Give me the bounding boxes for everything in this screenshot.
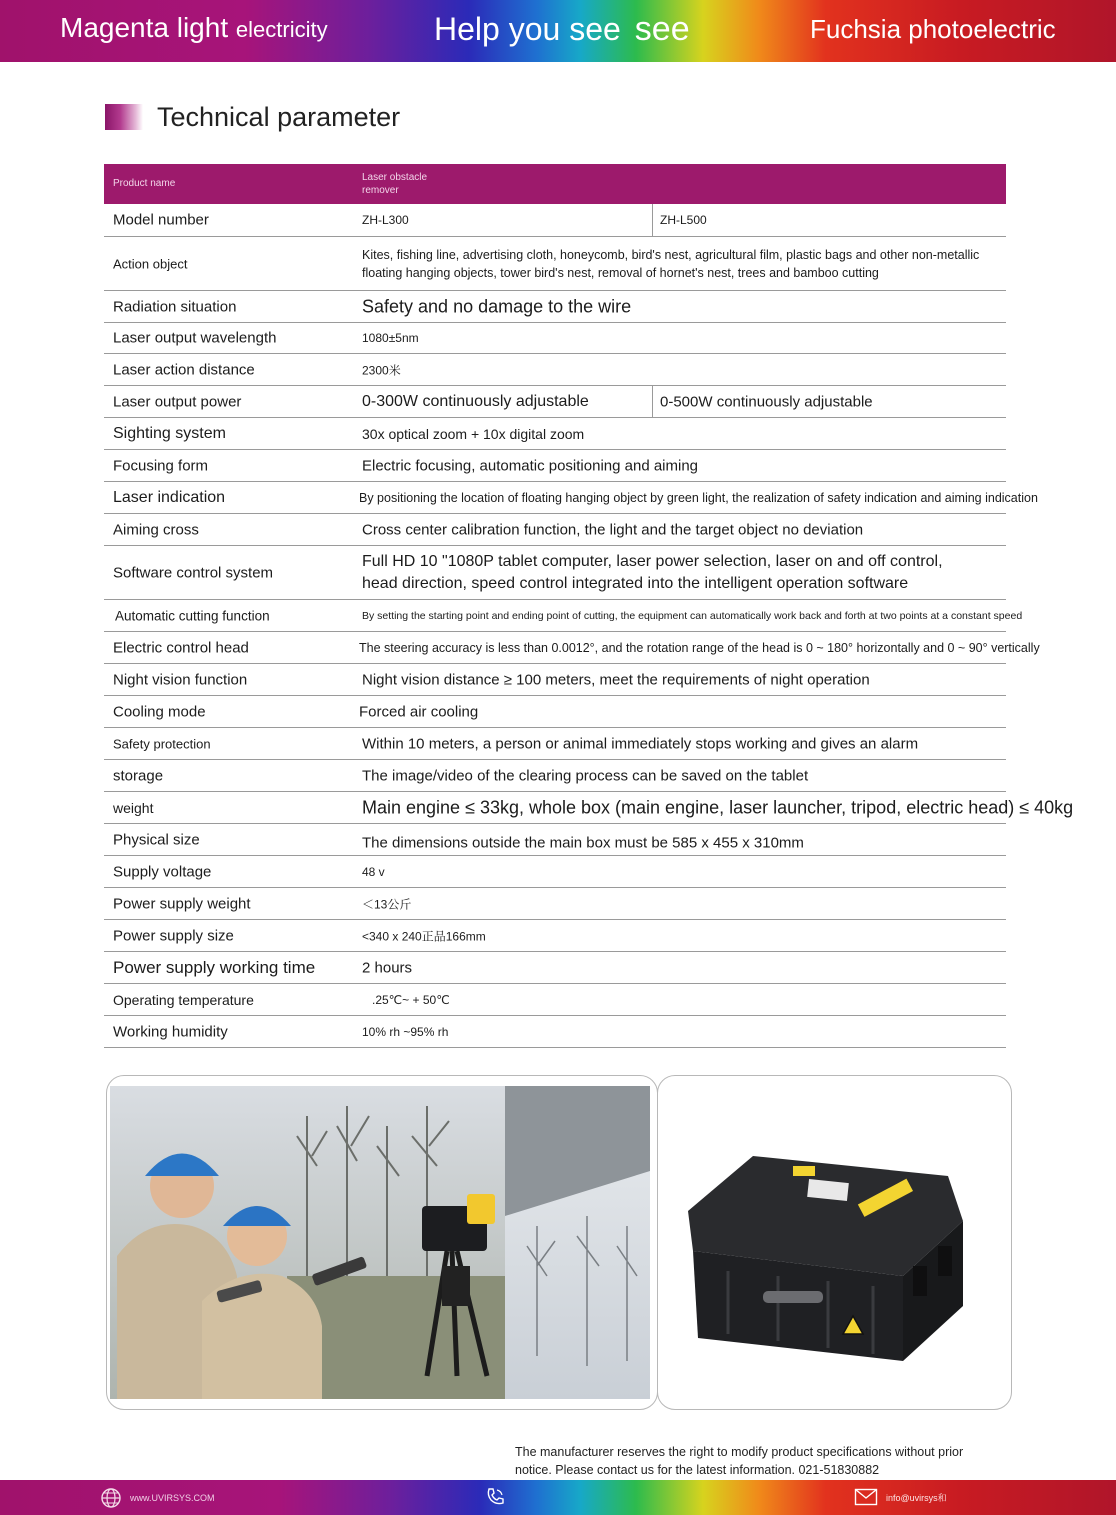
row-label: Laser indication xyxy=(113,488,226,506)
disclaimer-text: The manufacturer reserves the right to modify product specifications without prior notice. Please contact us for the latest information. 021-51830882 xyxy=(515,1445,964,1477)
row-label: Electric control head xyxy=(113,639,249,656)
phone-button[interactable] xyxy=(484,1486,506,1513)
row-label: Supply voltage xyxy=(113,863,212,880)
row-label: Cooling mode xyxy=(113,703,206,720)
table-row xyxy=(104,291,1006,323)
row-label: weight xyxy=(113,799,154,816)
section-heading xyxy=(105,100,400,134)
table-row xyxy=(104,728,1006,760)
row-value: Night vision distance ≥ 100 meters, meet the requirements of night operation xyxy=(362,671,870,688)
row-value: Forced air cooling xyxy=(359,703,479,720)
row-label: Physical size xyxy=(113,831,200,848)
top-banner xyxy=(0,0,1116,62)
footer-bar xyxy=(0,1480,1116,1515)
row-label: Software control system xyxy=(113,564,274,581)
row-label: Radiation situation xyxy=(113,298,237,315)
slogan xyxy=(434,10,690,49)
row-label: Aiming cross xyxy=(113,521,199,538)
email-text: info@uvirsys和 xyxy=(886,1492,947,1503)
row-label: Night vision function xyxy=(113,671,248,688)
brand-title xyxy=(60,12,328,44)
brand-main: Magenta light xyxy=(60,12,229,43)
table-row xyxy=(104,760,1006,792)
table-row xyxy=(104,323,1006,354)
row-label: Action object xyxy=(113,256,188,271)
table-row xyxy=(104,888,1006,920)
row-label: Power supply working time xyxy=(113,957,316,977)
table-row xyxy=(104,792,1074,824)
row-value: The dimensions outside the main box must be 585 x 455 x 310mm xyxy=(362,834,804,851)
table-row xyxy=(104,856,1006,888)
row-value: 2 hours xyxy=(362,959,413,976)
mail-icon xyxy=(854,1488,878,1506)
row-label: Safety protection xyxy=(113,736,211,751)
table-row xyxy=(104,482,1038,514)
row-value: The steering accuracy is less than 0.0012°, and the rotation range of the head is 0 ~ 180° horizontally and 0 ~ 90° vertically xyxy=(359,640,1040,655)
website-text: www.UVIRSYS.COM xyxy=(130,1493,215,1503)
company-name: Fuchsia photoelectric xyxy=(810,14,1056,44)
row-value: Main engine ≤ 33kg, whole box (main engine, laser launcher, tripod, electric head) ≤ 40kg xyxy=(362,797,1074,817)
row-value-2: ZH-L500 xyxy=(660,213,707,227)
row-label: Sighting system xyxy=(113,424,226,442)
field-operation-photo xyxy=(106,1075,658,1410)
row-value: 2300米 xyxy=(362,363,401,377)
row-value-2: 0-500W continuously adjustable xyxy=(660,393,873,410)
row-value: Kites, fishing line, advertising cloth, honeycomb, bird's nest, agricultural film, plastic bags and other non-metallic floating hanging objects, tower bird's nest, removal of hornet's nest, trees and bamboo cutting xyxy=(362,247,980,280)
slogan-big: see xyxy=(634,10,690,48)
globe-icon xyxy=(100,1487,122,1509)
table-row xyxy=(104,386,1006,418)
spec-table-header xyxy=(104,164,1006,204)
row-value: Within 10 meters, a person or animal immediately stops working and gives an alarm xyxy=(362,735,919,752)
row-value: ZH-L300 xyxy=(362,213,409,227)
row-label: Model number xyxy=(113,211,209,229)
row-value: <340 x 240正品166mm xyxy=(362,929,486,943)
table-row xyxy=(104,632,1040,664)
table-row xyxy=(104,696,1006,728)
table-row xyxy=(104,354,1006,386)
header-value: Laser obstacle remover xyxy=(362,172,428,196)
table-row xyxy=(104,824,1006,856)
row-value: 48 v xyxy=(362,864,385,879)
carry-case-illustration xyxy=(658,1076,1011,1409)
table-row xyxy=(104,204,1006,237)
row-value: Cross center calibration function, the light and the target object no deviation xyxy=(362,521,864,538)
row-value: By positioning the location of floating hanging object by green light, the realization of safety indication and aiming indication xyxy=(359,490,1038,505)
row-label: Automatic cutting function xyxy=(115,608,270,623)
row-value: Electric focusing, automatic positioning and aiming xyxy=(362,457,699,474)
slogan-text: Help you see xyxy=(434,11,621,47)
row-label: Focusing form xyxy=(113,457,209,474)
website-link[interactable] xyxy=(100,1487,215,1509)
section-title: Technical parameter xyxy=(157,101,401,132)
row-value: .25℃~ + 50℃ xyxy=(372,992,450,1007)
spec-table xyxy=(104,164,1074,1048)
row-value: Safety and no damage to the wire xyxy=(362,296,632,316)
table-row xyxy=(104,546,1006,600)
row-value: 30x optical zoom + 10x digital zoom xyxy=(362,425,585,442)
header-label: Product name xyxy=(113,178,176,189)
row-value: By setting the starting point and ending point of cutting, the equipment can automatically work back and forth at two points at a constant speed xyxy=(362,609,1023,622)
row-label: Power supply weight xyxy=(113,895,251,912)
row-value: The image/video of the clearing process can be saved on the tablet xyxy=(362,767,809,784)
row-label: Power supply size xyxy=(113,927,234,944)
table-row xyxy=(104,952,1006,984)
table-row xyxy=(104,664,1006,696)
row-value: 0-300W continuously adjustable xyxy=(362,392,589,410)
row-label: storage xyxy=(113,767,164,784)
table-row xyxy=(104,920,1006,952)
column-divider xyxy=(652,204,653,236)
carry-case-photo xyxy=(657,1075,1012,1410)
row-value: 10% rh ~95% rh xyxy=(362,1024,449,1039)
row-label: Working humidity xyxy=(113,1023,228,1040)
row-value: ＜13公斤 xyxy=(362,897,412,911)
field-operation-illustration xyxy=(107,1076,657,1409)
heading-gradient-mark xyxy=(105,104,143,130)
row-value: 1080±5nm xyxy=(362,331,419,345)
table-row xyxy=(104,1016,1006,1048)
table-row xyxy=(104,984,1006,1016)
table-row xyxy=(104,237,1006,291)
table-row xyxy=(104,600,1023,632)
email-link[interactable] xyxy=(854,1488,947,1506)
table-row xyxy=(104,418,1006,450)
row-label: Operating temperature xyxy=(113,991,254,1008)
table-row xyxy=(104,450,1006,482)
table-row xyxy=(104,514,1006,546)
row-label: Laser output wavelength xyxy=(113,329,277,347)
column-divider xyxy=(652,386,653,417)
row-label: Laser action distance xyxy=(113,361,255,378)
phone-icon xyxy=(484,1486,506,1508)
row-label: Laser output power xyxy=(113,393,242,410)
brand-sub: electricity xyxy=(235,17,328,42)
row-value: Full HD 10 "1080P tablet computer, laser power selection, laser on and off control, head direction, speed control integrated into the intelligent operation software xyxy=(362,552,943,592)
